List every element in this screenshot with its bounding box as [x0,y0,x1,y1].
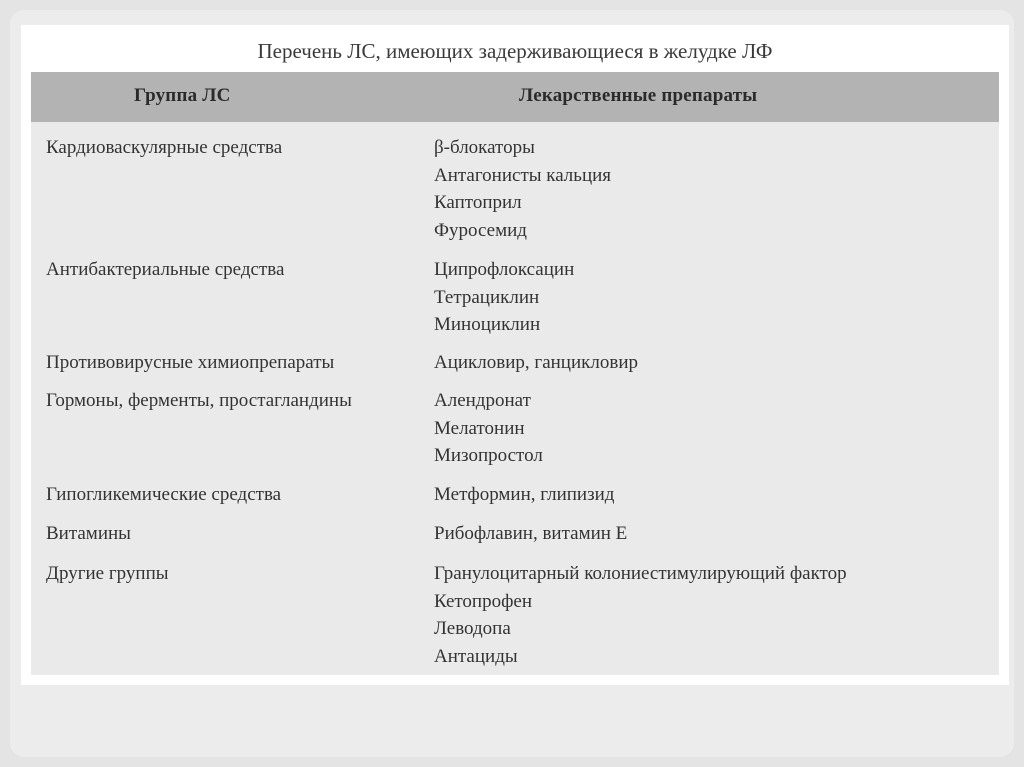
table-header [31,72,999,122]
drug-item: Ацикловир, ганцикловир [434,352,638,373]
drug-item: Гранулоцитарный колониестимулирующий фактор [434,563,847,584]
group-name: Антибактериальные средства [46,259,285,280]
document-card [21,25,1009,685]
table-title: Перечень ЛС, имеющих задерживающиеся в желудке ЛФ [257,39,773,63]
drug-list [434,520,627,548]
drug-list [434,256,574,339]
group-name: Кардиоваскулярные средства [46,137,283,158]
drug-list [434,387,543,470]
group-name: Гипогликемические средства [46,484,282,505]
group-name: Гормоны, ферменты, простагландины [46,390,352,411]
drug-item: Ципрофлоксацин [434,259,575,280]
drug-item: Каптоприл [434,192,522,213]
drug-item: Антагонисты кальция [434,164,612,186]
drug-item: Миноциклин [434,314,541,335]
header-group: Группа ЛС [134,85,231,106]
drug-item: Мелатонин [434,417,525,439]
drug-item: Леводопа [434,618,511,639]
group-name: Витамины [46,523,131,544]
drug-item: Фуросемид [434,219,527,241]
drug-item: Антациды [434,645,518,667]
group-name: Другие группы [46,563,169,584]
group-name: Противовирусные химиопрепараты [46,352,335,373]
drug-list [434,560,847,670]
drug-item: Метформин, глипизид [434,484,615,505]
drug-list [434,134,611,244]
drug-list [434,349,638,377]
header-drugs: Лекарственные препараты [519,85,758,106]
drug-list [434,481,614,509]
drug-table [31,72,999,675]
drug-item: β-блокаторы [434,137,535,158]
drug-item: Кетопрофен [434,590,533,612]
drug-item: Мизопростол [434,445,543,466]
drug-item: Тетрациклин [434,286,540,308]
drug-item: Рибофлавин, витамин Е [434,523,628,544]
drug-item: Алендронат [434,390,531,411]
